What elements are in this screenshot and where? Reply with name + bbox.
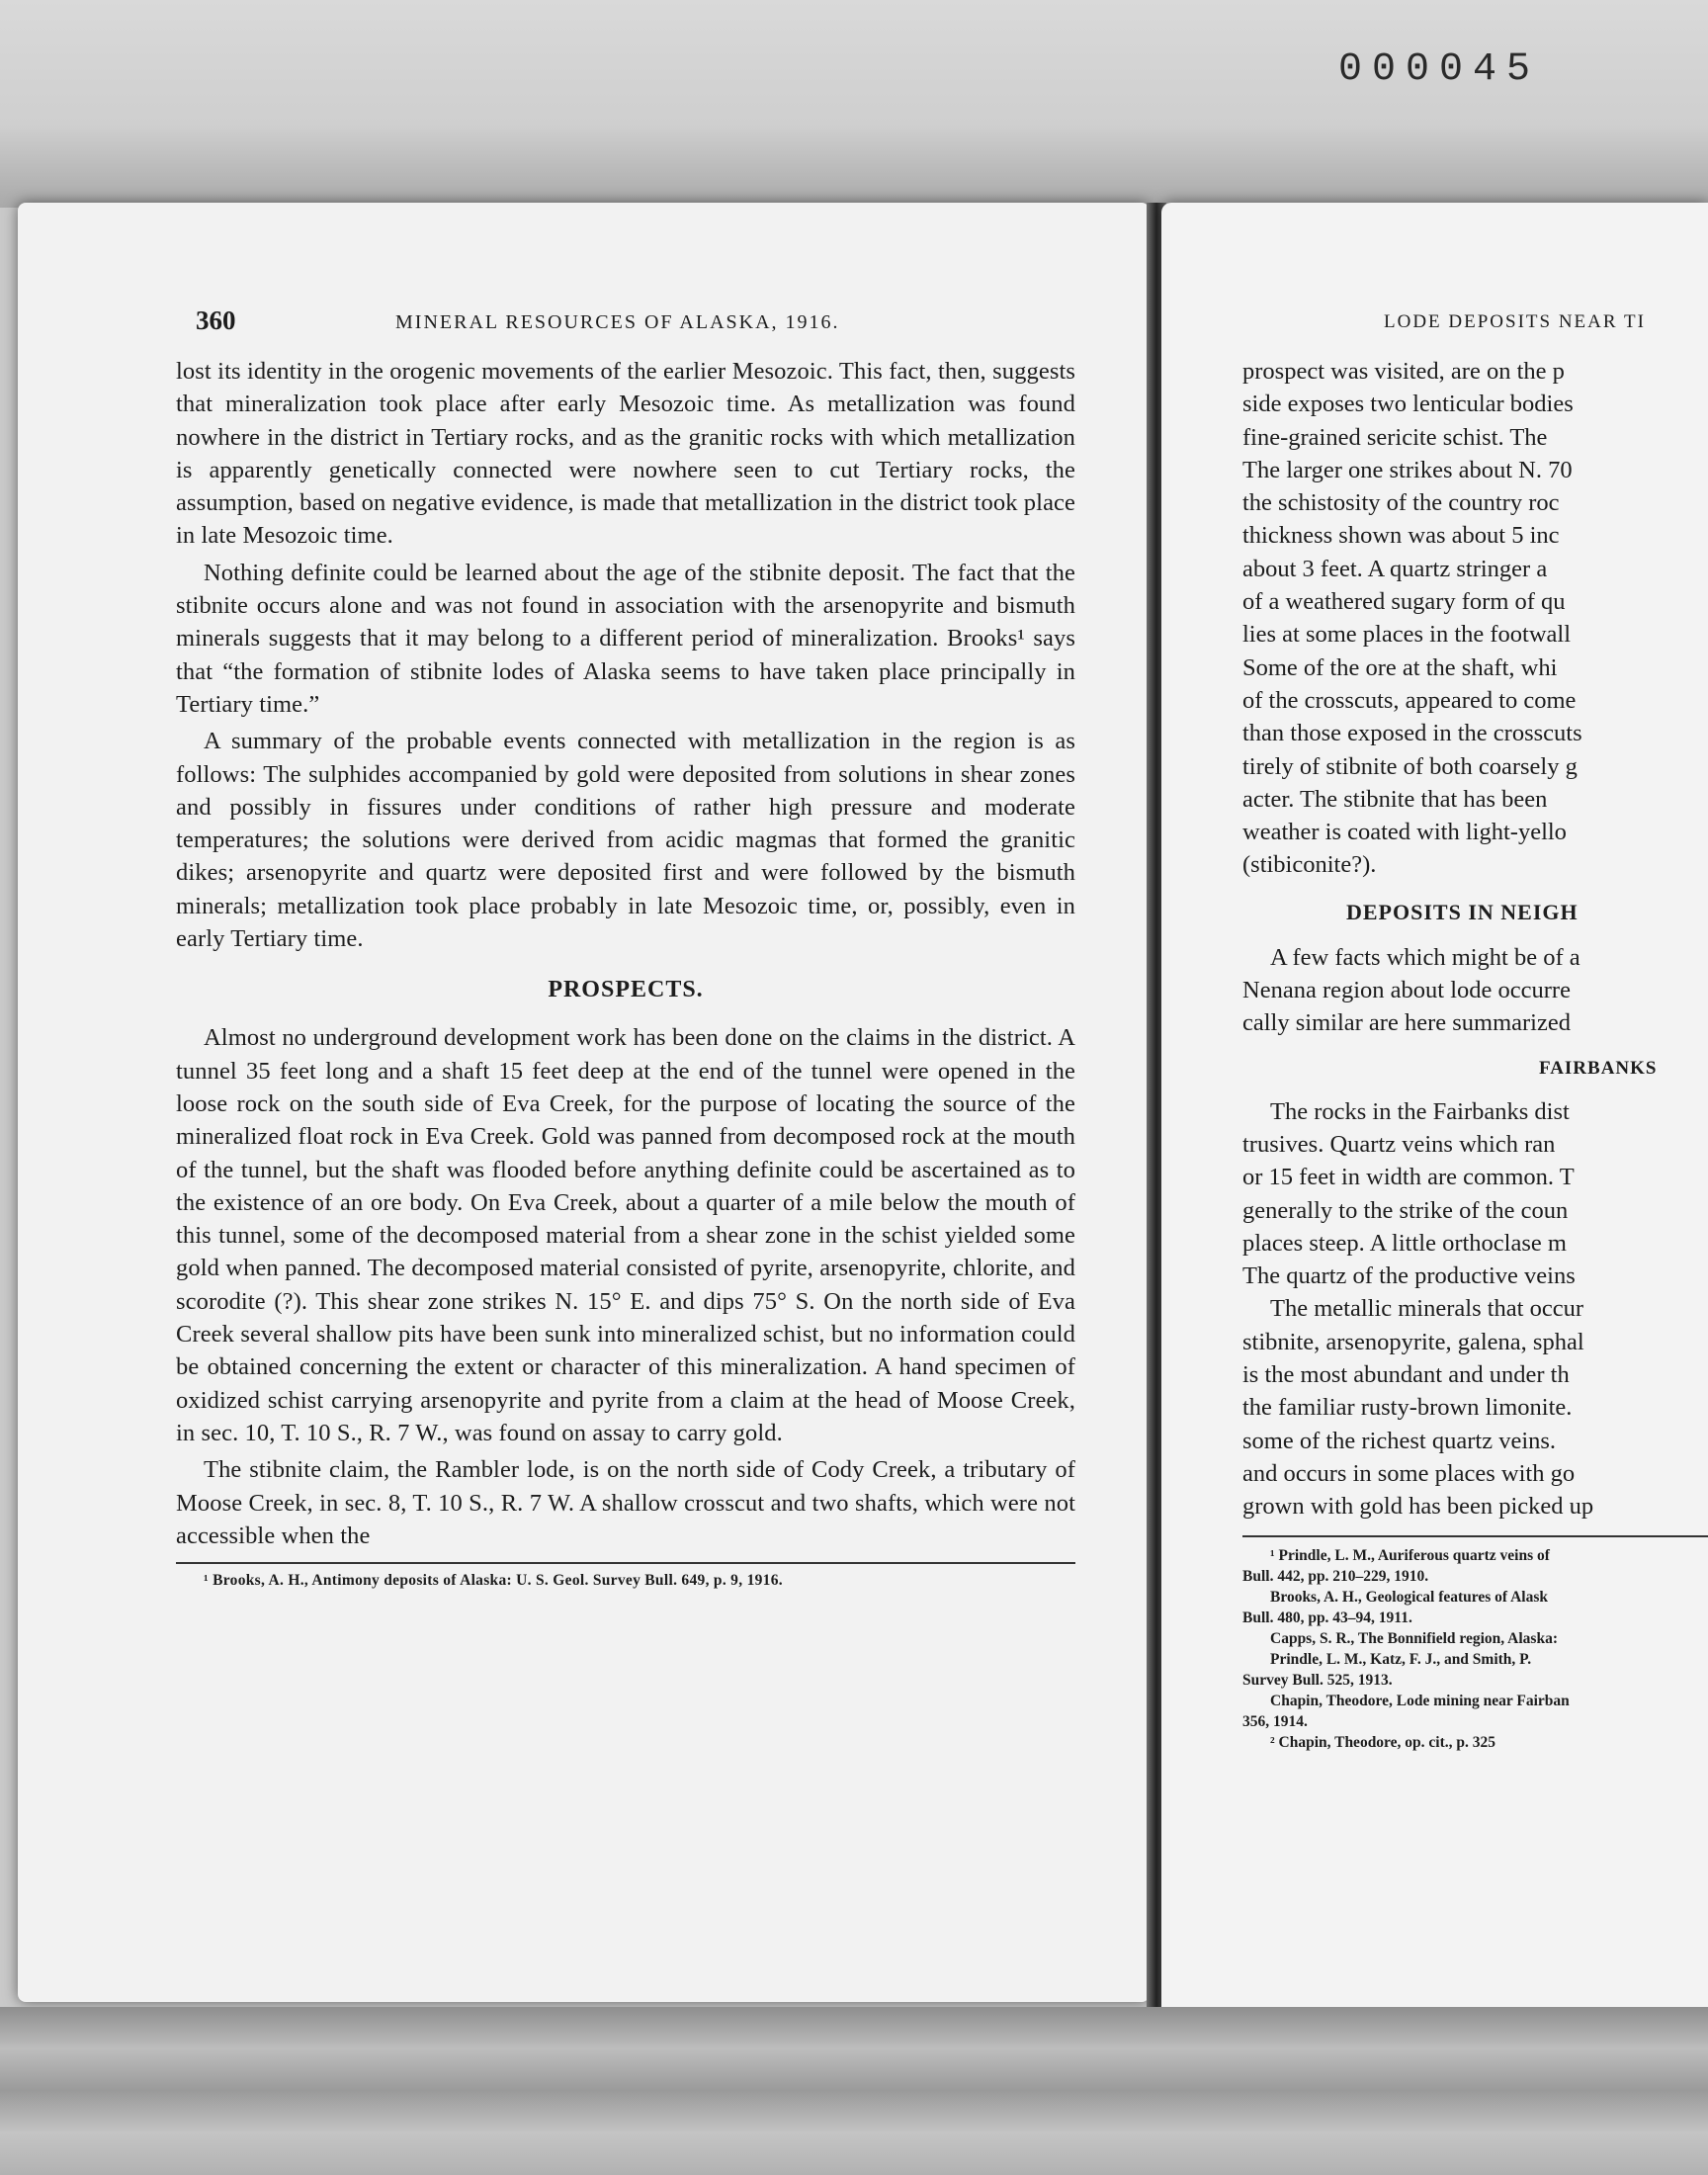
section-heading-fairbanks: FAIRBANKS (1539, 1057, 1658, 1079)
text-line: and occurs in some places with go (1242, 1459, 1576, 1487)
right-text-block (1242, 941, 1708, 1040)
text-line: The metallic minerals that occur (1270, 1295, 1584, 1323)
paragraph: Nothing definite could be learned about the age of the stibnite deposit. The fact that the stibnite occurs alone and was not found in association with the arsenopyrite and bismuth minerals suggests that it may belong to a different period of mineralization. Brooks¹ says that “the formation of stibnite lodes of Alaska seems to have taken place principally in Tertiary time.” (176, 559, 1075, 718)
footnote-line: Chapin, Theodore, Lode mining near Fairban (1270, 1692, 1570, 1709)
right-footnotes (1242, 1545, 1708, 1753)
footnote-line: Survey Bull. 525, 1913. (1242, 1671, 1393, 1689)
scan-top-margin (0, 0, 1708, 208)
text-line: The rocks in the Fairbanks dist (1270, 1097, 1570, 1125)
text-line: A few facts which might be of a (1270, 943, 1580, 971)
text-line: or 15 feet in width are common. T (1242, 1164, 1575, 1191)
footnote-line: Bull. 480, pp. 43–94, 1911. (1242, 1609, 1412, 1626)
text-line: cally similar are here summarized (1242, 1009, 1571, 1037)
text-line: grown with gold has been picked up (1242, 1493, 1594, 1521)
footnote-line: Brooks, A. H., Geological features of Alask (1270, 1588, 1549, 1606)
text-line: than those exposed in the crosscuts (1242, 720, 1582, 747)
text-line: tirely of stibnite of both coarsely g (1242, 752, 1578, 780)
running-head (176, 302, 1075, 355)
text-line: weather is coated with light-yello (1242, 819, 1567, 846)
paragraph: lost its identity in the orogenic movements of the earlier Mesozoic. This fact, then, suggests that mineralization took place after early Mesozoic time. As metallization was found nowhere in the district in Tertiary rocks, and as the granitic rocks with which metallization is apparently genetically connected were nowhere seen to cut Tertiary rocks, the assumption, based on negative evidence, is made that metallization in the district took place in late Mesozoic time. (176, 358, 1075, 550)
text-line: The larger one strikes about N. 70 (1242, 456, 1573, 483)
footnote-line: ¹ Prindle, L. M., Auriferous quartz veins of (1270, 1546, 1550, 1564)
text-line: the schistosity of the country roc (1242, 489, 1560, 517)
right-text-block (1242, 1095, 1708, 1523)
text-line: trusives. Quartz veins which ran (1242, 1130, 1556, 1158)
footnote-line: Prindle, L. M., Katz, F. J., and Smith, P. (1270, 1650, 1532, 1668)
text-line: (stibiconite?). (1242, 851, 1377, 879)
footnote-rule (176, 1562, 1075, 1564)
footnote-line: Bull. 442, pp. 210–229, 1910. (1242, 1567, 1429, 1585)
right-text-block (1242, 355, 1708, 882)
page-number: 360 (196, 305, 236, 335)
text-line: the familiar rusty-brown limonite. (1242, 1394, 1573, 1422)
text-line: generally to the strike of the coun (1242, 1196, 1569, 1224)
paragraph: Almost no underground development work has been done on the claims in the district. A tunnel 35 feet long and a shaft 15 feet deep at the end of the tunnel were opened in the loose rock on the south side of Eva Creek, for the purpose of locating the source of the mineralized float rock in Eva Creek. Gold was panned from decomposed rock at the mouth of the tunnel, but the shaft was flooded before anything definite could be ascertained as to the existence of an ore body. On Eva Creek, about a quarter of a mile below the mouth of this tunnel, some of the decomposed material from a shear zone in the schist yielded some gold when panned. The decomposed material consisted of pyrite, arsenopyrite, chlorite, and scorodite (?). This shear zone strikes N. 15° E. and dips 75° S. On the north side of Eva Creek several shallow pits have been sunk into mineralized schist, but no information could be obtained concerning the extent or character of this mineralization. A hand specimen of oxidized schist carrying arsenopyrite and pyrite from a claim at the head of Moose Creek, in sec. 10, T. 10 S., R. 7 W., was found on assay to carry gold. (176, 1024, 1075, 1446)
footnote-line: Capps, S. R., The Bonnifield region, Alaska: (1270, 1629, 1558, 1647)
left-page (18, 203, 1150, 2002)
text-line: of a weathered sugary form of qu (1242, 588, 1566, 616)
text-line: lies at some places in the footwall (1242, 621, 1572, 649)
text-line: stibnite, arsenopyrite, galena, sphal (1242, 1328, 1584, 1355)
footnote-line: 356, 1914. (1242, 1712, 1308, 1730)
section-heading-deposits: DEPOSITS IN NEIGH (1346, 899, 1579, 924)
footnote-line: ² Chapin, Theodore, op. cit., p. 325 (1270, 1733, 1496, 1751)
section-heading-prospects: PROSPECTS. (548, 977, 704, 1003)
text-line: some of the richest quartz veins. (1242, 1427, 1557, 1454)
right-page (1161, 203, 1708, 2017)
text-line: The quartz of the productive veins (1242, 1262, 1576, 1290)
text-line: thickness shown was about 5 inc (1242, 522, 1560, 550)
document-number: 000045 (1337, 47, 1540, 92)
right-running-head: LODE DEPOSITS NEAR TI (1384, 311, 1646, 332)
left-page-content (176, 302, 1075, 1590)
footnote-rule (1242, 1535, 1708, 1537)
scan-bottom-margin (0, 2007, 1708, 2175)
right-page-content (1242, 302, 1708, 1753)
text-line: is the most abundant and under th (1242, 1361, 1570, 1389)
footnote: ¹ Brooks, A. H., Antimony deposits of Alaska: U. S. Geol. Survey Bull. 649, p. 9, 1916. (204, 1572, 783, 1590)
text-line: prospect was visited, are on the p (1242, 358, 1565, 385)
text-line: of the crosscuts, appeared to come (1242, 686, 1577, 714)
text-line: places steep. A little orthoclase m (1242, 1229, 1567, 1257)
paragraph: The stibnite claim, the Rambler lode, is on the north side of Cody Creek, a tributary of Moose Creek, in sec. 8, T. 10 S., R. 7 W. A shallow crosscut and two shafts, which were not accessible when the (176, 1456, 1075, 1549)
paragraph: A summary of the probable events connected with metallization in the region is as follows: The sulphides accompanied by gold were deposited from solutions in shear zones and possibly in fissures under conditions of rather high pressure and moderate temperatures; the solutions were derived from acidic magmas that formed the granitic dikes; arsenopyrite and quartz were deposited first and were followed by the bismuth minerals; metallization took place probably in late Mesozoic time, or, possibly, even in early Tertiary time. (176, 728, 1075, 953)
text-line: Some of the ore at the shaft, whi (1242, 653, 1558, 681)
text-line: about 3 feet. A quartz stringer a (1242, 555, 1548, 582)
running-head-title: MINERAL RESOURCES OF ALASKA, 1916. (395, 311, 840, 333)
text-line: side exposes two lenticular bodies (1242, 391, 1574, 418)
text-line: fine-grained sericite schist. The (1242, 423, 1548, 451)
text-line: acter. The stibnite that has been (1242, 785, 1548, 813)
text-line: Nenana region about lode occurre (1242, 977, 1571, 1004)
